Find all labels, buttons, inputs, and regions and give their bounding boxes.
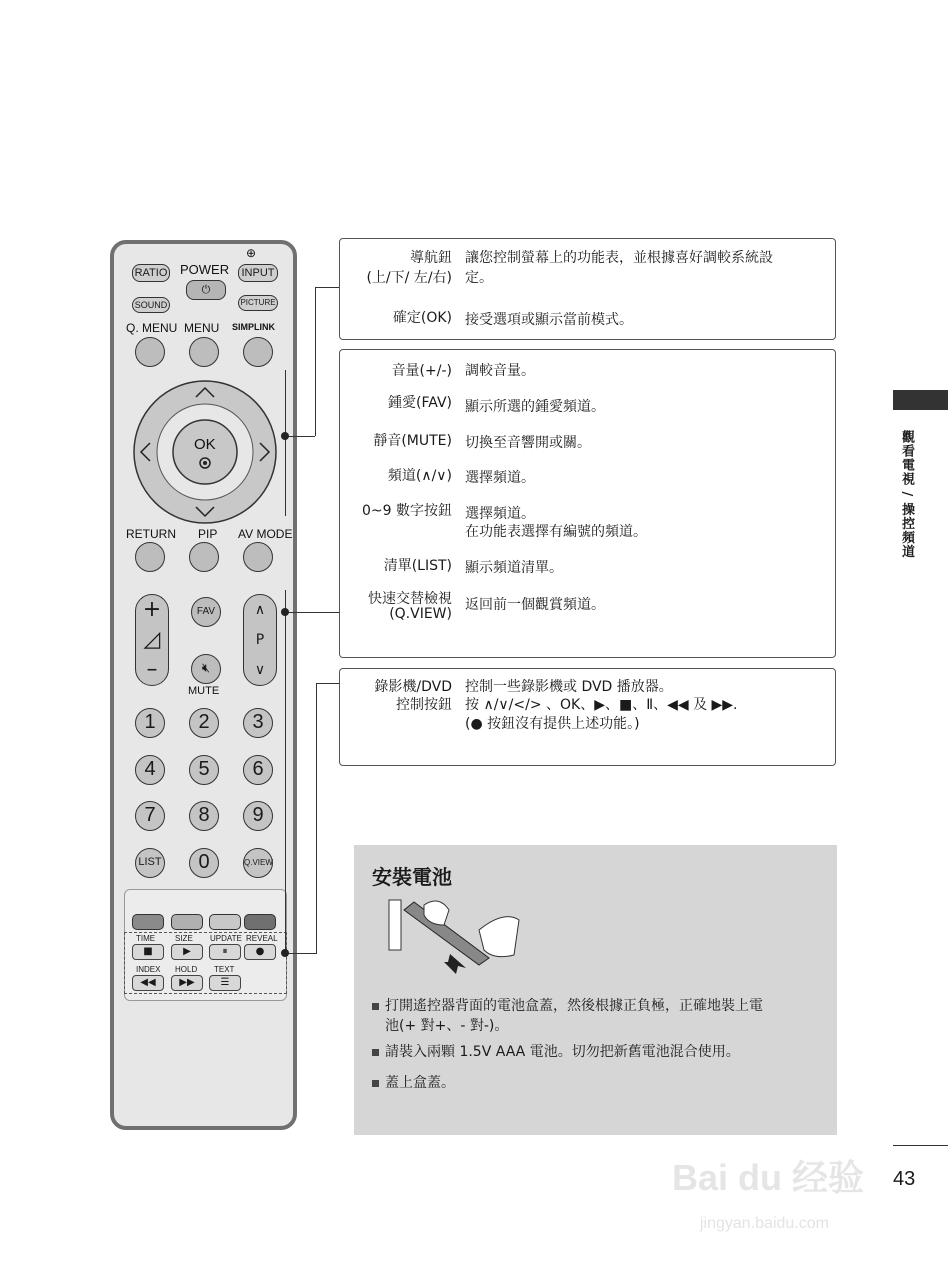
number-8-button[interactable]: 8 (189, 801, 219, 831)
vcr-dvd-info-box (339, 668, 836, 766)
row-desc: (● 按鈕沒有提供上述功能。) (465, 716, 640, 732)
connector-line (285, 590, 286, 950)
ok-label: OK (194, 436, 216, 453)
avmode-label: AV MODE (238, 527, 293, 541)
connector-line (285, 953, 317, 954)
row-desc: 接受選項或顯示當前模式。 (465, 312, 633, 328)
watermark-logo: Bai du 经验 (672, 1157, 865, 1198)
input-button[interactable]: INPUT (238, 264, 278, 282)
connector-line (315, 287, 339, 288)
simplink-label: SIMPLINK (232, 322, 276, 332)
hold-label: HOLD (175, 965, 198, 974)
row-desc: 顯示頻道清單。 (465, 560, 563, 576)
row-label: 清單(LIST) (383, 558, 452, 574)
number-9-button[interactable]: 9 (243, 801, 273, 831)
mute-label: MUTE (188, 685, 220, 697)
connector-line (285, 612, 339, 613)
mute-button[interactable]: 🔇︎ (191, 654, 221, 684)
pause-button[interactable]: ⏸ (209, 944, 241, 960)
battery-step-3: 蓋上盒蓋。 (372, 1072, 455, 1094)
row-desc: 按 ∧/∨/</> 、OK、▶、■、Ⅱ、◀◀ 及 ▶▶. (465, 697, 738, 713)
row-label: 控制按鈕 (396, 697, 452, 713)
row-desc: 返回前一個觀賞頻道。 (465, 597, 605, 613)
input-icon: ⊕ (246, 246, 257, 260)
p-label: P (255, 632, 265, 648)
connector-line (316, 683, 339, 684)
connector-line (315, 287, 316, 436)
row-label: 確定(OK) (392, 310, 452, 326)
connector-dot (281, 608, 289, 616)
battery-step-2: 請裝入兩顆 1.5V AAA 電池。切勿把新舊電池混合使用。 (372, 1041, 740, 1063)
volume-rocker[interactable]: + ◿ – (135, 594, 169, 686)
connector-line (316, 683, 317, 953)
watermark-url: jingyan.baidu.com (700, 1215, 829, 1232)
update-label: UPDATE (210, 934, 242, 943)
menu-button[interactable] (189, 337, 219, 367)
menu-label: MENU (184, 321, 220, 335)
row-desc: 顯示所選的鍾愛頻道。 (465, 399, 605, 415)
row-label: 音量(+/-) (391, 363, 452, 379)
row-label: 導航鈕 (410, 250, 452, 266)
qview-button[interactable]: Q.VIEW (243, 848, 273, 878)
row-desc: 切換至音響開或關。 (465, 435, 591, 451)
number-2-button[interactable]: 2 (189, 708, 219, 738)
ratio-button[interactable]: RATIO (132, 264, 170, 282)
navigation-info-box (339, 238, 836, 340)
play-button[interactable]: ▶ (171, 944, 203, 960)
row-label: 靜音(MUTE) (373, 433, 452, 449)
color-button-2[interactable] (171, 914, 203, 930)
channel-rocker[interactable]: ∧ P ∨ (243, 594, 277, 686)
fav-button[interactable]: FAV (191, 597, 221, 627)
power-label: POWER (180, 262, 230, 277)
section-title: 觀看電視 / 操控頻道 (899, 430, 914, 559)
color-button-4[interactable] (244, 914, 276, 930)
row-desc: 選擇頻道。 (465, 506, 535, 522)
row-label: 頻道(∧/∨) (387, 468, 452, 484)
page-number: 43 (893, 1168, 916, 1190)
row-label: 錄影機/DVD (374, 679, 452, 695)
color-button-1[interactable] (132, 914, 164, 930)
connector-dot (281, 949, 289, 957)
reveal-label: REVEAL (246, 934, 278, 943)
fastforward-button[interactable]: ▶▶ (171, 975, 203, 991)
return-label: RETURN (126, 527, 176, 541)
battery-install-panel (354, 845, 837, 1135)
row-desc: 控制一些錄影機或 DVD 播放器。 (465, 679, 673, 695)
rewind-button[interactable]: ◀◀ (132, 975, 164, 991)
number-0-button[interactable]: 0 (189, 848, 219, 878)
number-6-button[interactable]: 6 (243, 755, 273, 785)
text-button[interactable]: ☰ (209, 975, 241, 991)
row-desc: 選擇頻道。 (465, 470, 535, 486)
list-button[interactable]: LIST (135, 848, 165, 878)
pip-label: PIP (198, 527, 218, 541)
row-label: 鍾愛(FAV) (388, 395, 452, 411)
record-button[interactable]: ● (244, 944, 276, 960)
index-label: INDEX (136, 965, 161, 974)
battery-step-1-cont: 池(+ 對+、- 對-)。 (385, 1018, 509, 1034)
function-info-box (339, 349, 836, 658)
avmode-button[interactable] (243, 542, 273, 572)
time-label: TIME (136, 934, 156, 943)
number-3-button[interactable]: 3 (243, 708, 273, 738)
return-button[interactable] (135, 542, 165, 572)
number-5-button[interactable]: 5 (189, 755, 219, 785)
stop-button[interactable]: ■ (132, 944, 164, 960)
size-label: SIZE (175, 934, 193, 943)
connector-line (285, 370, 286, 516)
row-desc: 調較音量。 (465, 363, 535, 379)
qmenu-button[interactable] (135, 337, 165, 367)
color-button-3[interactable] (209, 914, 241, 930)
pip-button[interactable] (189, 542, 219, 572)
number-4-button[interactable]: 4 (135, 755, 165, 785)
remote-control (110, 240, 297, 1130)
sound-button[interactable]: SOUND (132, 297, 170, 313)
battery-title: 安裝電池 (372, 865, 452, 889)
row-desc: 定。 (465, 270, 493, 286)
number-7-button[interactable]: 7 (135, 801, 165, 831)
number-1-button[interactable]: 1 (135, 708, 165, 738)
row-label: (Q.VIEW) (389, 606, 452, 622)
vcr-controls-outline (124, 932, 287, 994)
qmenu-label: Q. MENU (126, 321, 178, 335)
battery-illustration (384, 890, 524, 985)
text-label: TEXT (214, 965, 235, 974)
power-button[interactable]: ⏻ (186, 280, 226, 300)
row-label: 0~9 數字按鈕 (362, 503, 452, 519)
row-desc: 在功能表選擇有編號的頻道。 (465, 524, 647, 540)
row-label: 快速交替檢視 (368, 591, 452, 607)
row-desc: 讓您控制螢幕上的功能表，並根據喜好調較系統設 (465, 250, 773, 266)
section-tab (893, 390, 948, 410)
connector-dot (281, 432, 289, 440)
simplink-button[interactable] (243, 337, 273, 367)
connector-line (285, 436, 315, 437)
page-rule (893, 1145, 948, 1146)
picture-button[interactable]: PICTURE (238, 295, 278, 311)
row-label: (上/下/ 左/右) (366, 270, 452, 286)
battery-step-1: 打開遙控器背面的電池盒蓋，然後根據正負極，正確地裝上電 (372, 995, 763, 1017)
